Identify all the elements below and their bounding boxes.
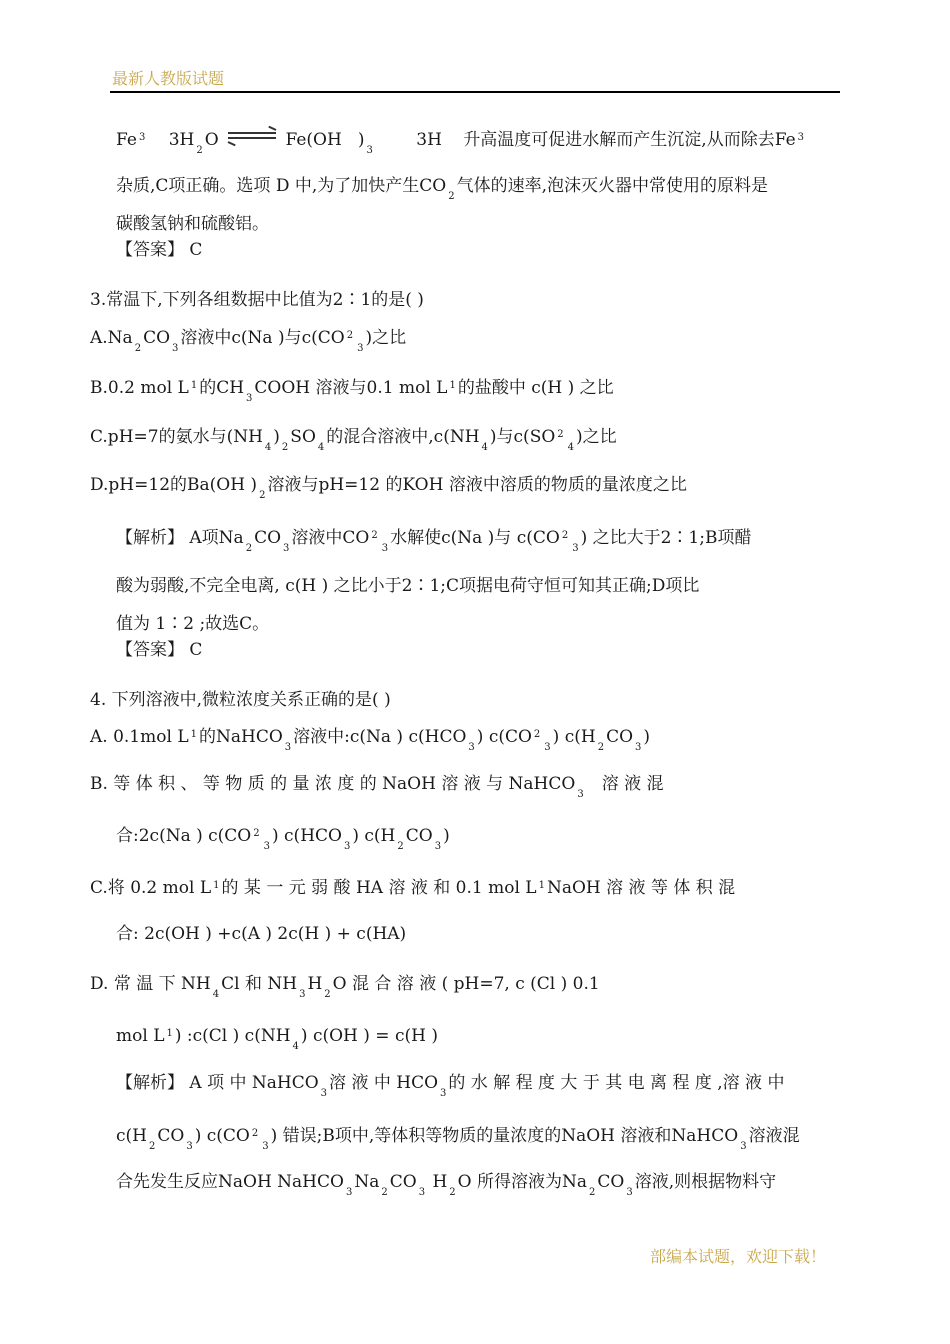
option-d: D.pH=12的Ba(OH )$_2$溶液与pH=12 的KOH 溶液中溶质的物质的量浓度之比 (90, 475, 687, 501)
option-b-cont: 合:2c(Na ) c(CO $^2_3$) $c(HCO_3)$ $c(H_2CO_3)$ (116, 826, 450, 852)
option-d-cont: mol L $^1$ ) :c(Cl ) $c(NH_4)$ c(OH ) = c(H ) (116, 1026, 438, 1052)
analysis-line: 【解析】 A项$Na_2CO_3$溶液中CO $^2_3$水解使c(Na )与 c(CO $^2_3$) 之比大于2∶1;B项醋 (116, 528, 752, 554)
option-b: B.0.2 mol L $^1$ 的$CH_3COOH$ 溶液与0.1 mol L $^1$ 的盐酸中 c(H ) 之比 (90, 378, 614, 404)
header-rule (110, 91, 840, 93)
option-c: C.pH=7的氨水与$(NH_4)_2SO_4$的混合溶液中$,c(NH_4)$与c(SO $^2_4$)之比 (90, 427, 617, 453)
text-line: 杂质,C项正确。选项 D 中,为了加快产生$CO_2$气体的速率,泡沫灭火器中常使用的原料是 (116, 176, 768, 202)
page-footer: 部编本试题，欢迎下载！ (650, 1247, 827, 1266)
question-stem: 3.常温下,下列各组数据中比值为2∶1的是( ) (90, 290, 424, 310)
equilibrium-arrow-icon (228, 129, 276, 143)
option-b: B. 等 体 积 、 等 物 质 的 量 浓 度 的 NaOH 溶 液 与 NaHCO$_3$溶 液 混 (90, 774, 664, 800)
analysis-line: 合先发生反应NaOH $NaHCO_3Na_2CO_3$ $H_2O$ 所得溶液为$Na_2CO_3$溶液,则根据物料守 (116, 1172, 777, 1198)
option-a: A. 0.1mol L $^1$ 的NaHCO$_3$溶液中:c(Na ) $c(HCO_3)$ c(CO $^2_3$) $c(H_2CO_3)$ (90, 727, 651, 753)
text-line: 碳酸氢钠和硫酸铝。 (116, 214, 269, 234)
answer-label: 【答案】 C (116, 240, 203, 260)
equation-line: Fe $^3$ $3H_2O$ Fe(OH )$_3$ 3H 升高温度可促进水解而产生沉淀,从而除去Fe $^3$ (116, 128, 806, 161)
option-a: $A.Na_2CO_3$溶液中c(Na )与c(CO $^2_3$)之比 (90, 328, 407, 354)
option-d: D. 常 温 下 $NH_4Cl$ 和 $NH_3H_2O$ 混 合 溶 液 ( pH=7, c (Cl ) 0.1 (90, 974, 600, 1000)
analysis-line: $c(H_2CO_3)$ c(CO $^2_3$) 错误;B项中,等体积等物质的量浓度的NaOH 溶液和NaHCO$_3$溶液混 (116, 1126, 800, 1152)
analysis-line: 酸为弱酸,不完全电离, c(H ) 之比小于2∶1;C项据电荷守恒可知其正确;D项比 (116, 576, 700, 596)
option-c-cont: 合: 2c(OH ) +c(A ) 2c(H ) + c(HA) (116, 924, 407, 944)
analysis-line: 值为 1∶2 ;故选C。 (116, 614, 270, 634)
option-c: C.将 0.2 mol L $^1$ 的 某 一 元 弱 酸 HA 溶 液 和 0.1 mol L $^1$ NaOH 溶 液 等 体 积 混 (90, 878, 736, 898)
analysis-line: 【解析】 A 项 中 NaHCO$_3$溶 液 中 $HCO_3$的 水 解 程 度 大 于 其 电 离 程 度 ,溶 液 中 (116, 1073, 785, 1099)
question-stem: 4. 下列溶液中,微粒浓度关系正确的是( ) (90, 690, 391, 710)
page-header: 最新人教版试题 (112, 69, 225, 88)
answer-label: 【答案】 C (116, 640, 203, 660)
